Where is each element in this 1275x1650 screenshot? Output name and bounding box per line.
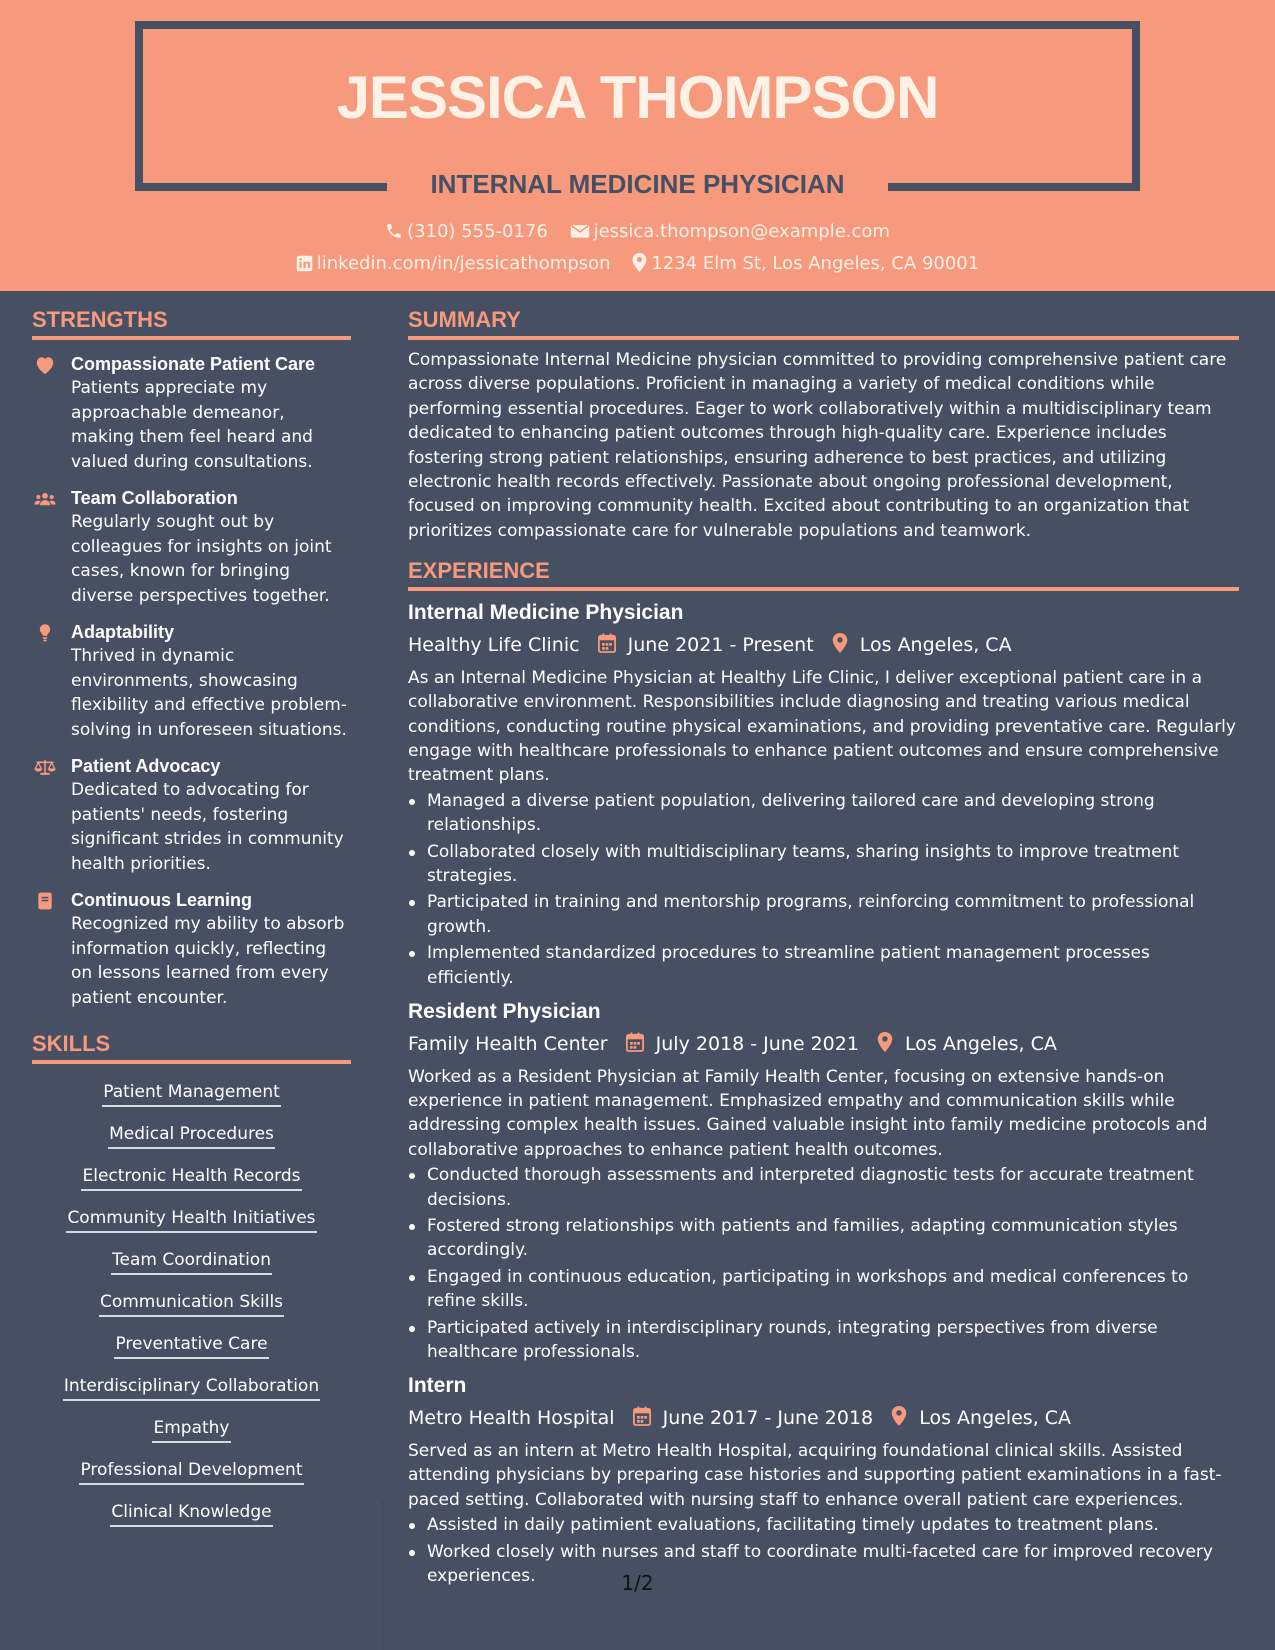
job-location: Los Angeles, CA bbox=[859, 633, 1012, 656]
job-dates: June 2021 - Present bbox=[627, 633, 814, 656]
contact-row-2 bbox=[0, 251, 1275, 277]
job-title: INTERNAL MEDICINE PHYSICIAN bbox=[430, 169, 845, 199]
skills-heading: SKILLS bbox=[32, 1030, 351, 1064]
bullet-item: Managed a diverse patient population, delivering tailored care and developing strong relationships. bbox=[408, 789, 1239, 838]
job-meta bbox=[408, 1028, 1239, 1059]
skill-tag: Professional Development bbox=[79, 1458, 303, 1485]
skill-tag: Community Health Initiatives bbox=[66, 1206, 316, 1233]
job-meta bbox=[408, 1402, 1239, 1433]
skill-tag: Communication Skills bbox=[99, 1290, 284, 1317]
experience-section bbox=[408, 557, 1239, 1588]
skill-tag: Patient Management bbox=[102, 1080, 281, 1107]
strength-desc: Regularly sought out by colleagues for insights on joint cases, known for bringing diverse perspectives together. bbox=[71, 512, 332, 606]
heart-icon bbox=[34, 355, 56, 375]
phone[interactable] bbox=[385, 219, 548, 245]
users-icon bbox=[34, 489, 56, 509]
strength-desc: Dedicated to advocating for patients' needs, fostering significant strides in community health priorities. bbox=[71, 780, 344, 874]
skills-section bbox=[32, 1030, 351, 1536]
job-meta bbox=[408, 629, 1239, 660]
phone-text: (310) 555-0176 bbox=[407, 221, 548, 242]
strengths-section bbox=[32, 306, 351, 1010]
skill-tag: Team Coordination bbox=[111, 1248, 272, 1275]
job-entry bbox=[408, 1372, 1239, 1588]
job-bullets bbox=[408, 1163, 1239, 1364]
skill-tag: Medical Procedures bbox=[108, 1122, 275, 1149]
job-role: Intern bbox=[408, 1374, 467, 1398]
email-text: jessica.thompson@example.com bbox=[593, 221, 890, 242]
strength-item bbox=[32, 620, 351, 742]
strength-title: Continuous Learning bbox=[71, 890, 252, 910]
job-company: Family Health Center bbox=[408, 1032, 608, 1055]
strength-desc: Patients appreciate my approachable demeanor, making them feel heard and valued during consultations. bbox=[71, 378, 313, 472]
phone-icon bbox=[385, 222, 403, 240]
job-entry bbox=[408, 998, 1239, 1364]
job-entry bbox=[408, 599, 1239, 990]
job-role: Resident Physician bbox=[408, 1000, 601, 1024]
skill-tag: Interdisciplinary Collaboration bbox=[63, 1374, 320, 1401]
job-company: Metro Health Hospital bbox=[408, 1406, 615, 1429]
job-location: Los Angeles, CA bbox=[905, 1032, 1057, 1055]
summary-heading: SUMMARY bbox=[408, 306, 1239, 340]
strength-desc: Recognized my ability to absorb information quickly, reflecting on lessons learned from every patient encounter. bbox=[71, 914, 345, 1008]
bullet-item: Assisted in daily patimient evaluations, facilitating timely updates to treatment plans. bbox=[408, 1513, 1239, 1537]
experience-heading: EXPERIENCE bbox=[408, 557, 1239, 591]
bullet-item: Conducted thorough assessments and interpreted diagnostic tests for accurate treatment decisions. bbox=[408, 1163, 1239, 1212]
calendar-icon bbox=[633, 1406, 651, 1426]
skill-tag: Preventative Care bbox=[114, 1332, 268, 1359]
map-pin-icon bbox=[891, 1406, 907, 1426]
summary-text: Compassionate Internal Medicine physician committed to providing comprehensive patient care across diverse populations. Proficient in managing a variety of medical conditions while performing essential procedures. Eager to work collaboratively within a multidisciplinary team dedicated to enhancing patient outcomes through high-quality care. Experience includes fostering strong patient relationships, ensuring adherence to best practices, and utilizing electronic health records effectively. Passionate about ongoing professional development, focused on improving community health. Excited about contributing to an organization that prioritizes compassionate care for vulnerable populations and teamwork. bbox=[408, 350, 1227, 541]
strength-item bbox=[32, 754, 351, 876]
strength-title: Patient Advocacy bbox=[71, 756, 221, 776]
contact-row bbox=[0, 219, 1275, 245]
skill-tag: Clinical Knowledge bbox=[110, 1500, 272, 1527]
summary-section bbox=[408, 306, 1239, 543]
job-dates: June 2017 - June 2018 bbox=[662, 1406, 874, 1429]
job-description: Served as an intern at Metro Health Hospital, acquiring foundational clinical skills. Assisted attending physicians by preparing case histories and supporting patient examinations in a fast-paced setting. Collaborated with nursing staff to enhance overall patient care experiences. bbox=[408, 1440, 1222, 1510]
strength-item bbox=[32, 486, 351, 608]
calendar-icon bbox=[598, 633, 616, 653]
strength-item bbox=[32, 352, 351, 474]
page-number: 1/2 bbox=[621, 1571, 654, 1595]
resume-header bbox=[0, 0, 1275, 291]
strengths-heading: STRENGTHS bbox=[32, 306, 351, 340]
address-text: 1234 Elm St, Los Angeles, CA 90001 bbox=[651, 253, 980, 274]
candidate-name: JESSICA THOMPSON bbox=[336, 64, 939, 131]
linkedin-text: linkedin.com/in/jessicathompson bbox=[316, 253, 611, 274]
linkedin[interactable] bbox=[296, 251, 611, 277]
job-location: Los Angeles, CA bbox=[919, 1406, 1072, 1429]
job-bullets bbox=[408, 789, 1239, 990]
book-icon bbox=[34, 891, 56, 911]
envelope-icon bbox=[570, 222, 590, 240]
job-description: As an Internal Medicine Physician at Healthy Life Clinic, I deliver exceptional patient care in a collaborative environment. Responsibilities include diagnosing and treating various medical conditions, conducting routine physical examinations, and providing preventative care. Regularly engage with healthcare professionals to enhance patient outcomes and ensure comprehensive treatment plans. bbox=[408, 667, 1236, 786]
left-column bbox=[32, 306, 351, 1536]
strength-desc: Thrived in dynamic environments, showcasing flexibility and effective problem-solving in unforeseen situations. bbox=[71, 646, 347, 740]
bullet-item: Collaborated closely with multidisciplinary teams, sharing insights to improve treatment strategies. bbox=[408, 840, 1239, 889]
bullet-item: Participated in training and mentorship programs, reinforcing commitment to professional growth. bbox=[408, 890, 1239, 939]
calendar-icon bbox=[626, 1032, 644, 1052]
job-dates: July 2018 - June 2021 bbox=[655, 1032, 859, 1055]
skill-tag: Electronic Health Records bbox=[81, 1164, 301, 1191]
bullet-item: Implemented standardized procedures to streamline patient management processes efficiently. bbox=[408, 941, 1239, 990]
strength-item bbox=[32, 888, 351, 1010]
map-pin-icon bbox=[832, 633, 848, 653]
bullet-item: Worked closely with nurses and staff to coordinate multi-faceted care for improved recovery experiences. bbox=[408, 1540, 1239, 1589]
scale-icon bbox=[34, 757, 56, 777]
lightbulb-icon bbox=[34, 623, 56, 643]
email[interactable] bbox=[570, 219, 890, 245]
strength-title: Adaptability bbox=[71, 622, 175, 642]
right-column bbox=[408, 306, 1239, 1590]
strength-title: Compassionate Patient Care bbox=[71, 354, 316, 374]
strength-title: Team Collaboration bbox=[71, 488, 238, 508]
address bbox=[632, 251, 979, 277]
map-pin-icon bbox=[632, 253, 647, 272]
job-description: Worked as a Resident Physician at Family Health Center, focusing on extensive hands-on experience in patient management. Emphasized empathy and communication skills while addressing complex health issues. Gained valuable insight into family medicine protocols and collaborative approaches to enhance patient health outcomes. bbox=[408, 1066, 1208, 1160]
skill-list bbox=[32, 1064, 351, 1536]
bullet-item: Engaged in continuous education, participating in workshops and medical conferences to refine skills. bbox=[408, 1265, 1239, 1314]
linkedin-icon bbox=[296, 255, 313, 272]
bullet-item: Fostered strong relationships with patients and families, adapting communication styles accordingly. bbox=[408, 1214, 1239, 1263]
job-role: Internal Medicine Physician bbox=[408, 601, 684, 625]
skill-tag: Empathy bbox=[152, 1416, 230, 1443]
map-pin-icon bbox=[877, 1032, 893, 1052]
bullet-item: Participated actively in interdisciplinary rounds, integrating perspectives from diverse healthcare professionals. bbox=[408, 1316, 1239, 1365]
job-company: Healthy Life Clinic bbox=[408, 633, 580, 656]
